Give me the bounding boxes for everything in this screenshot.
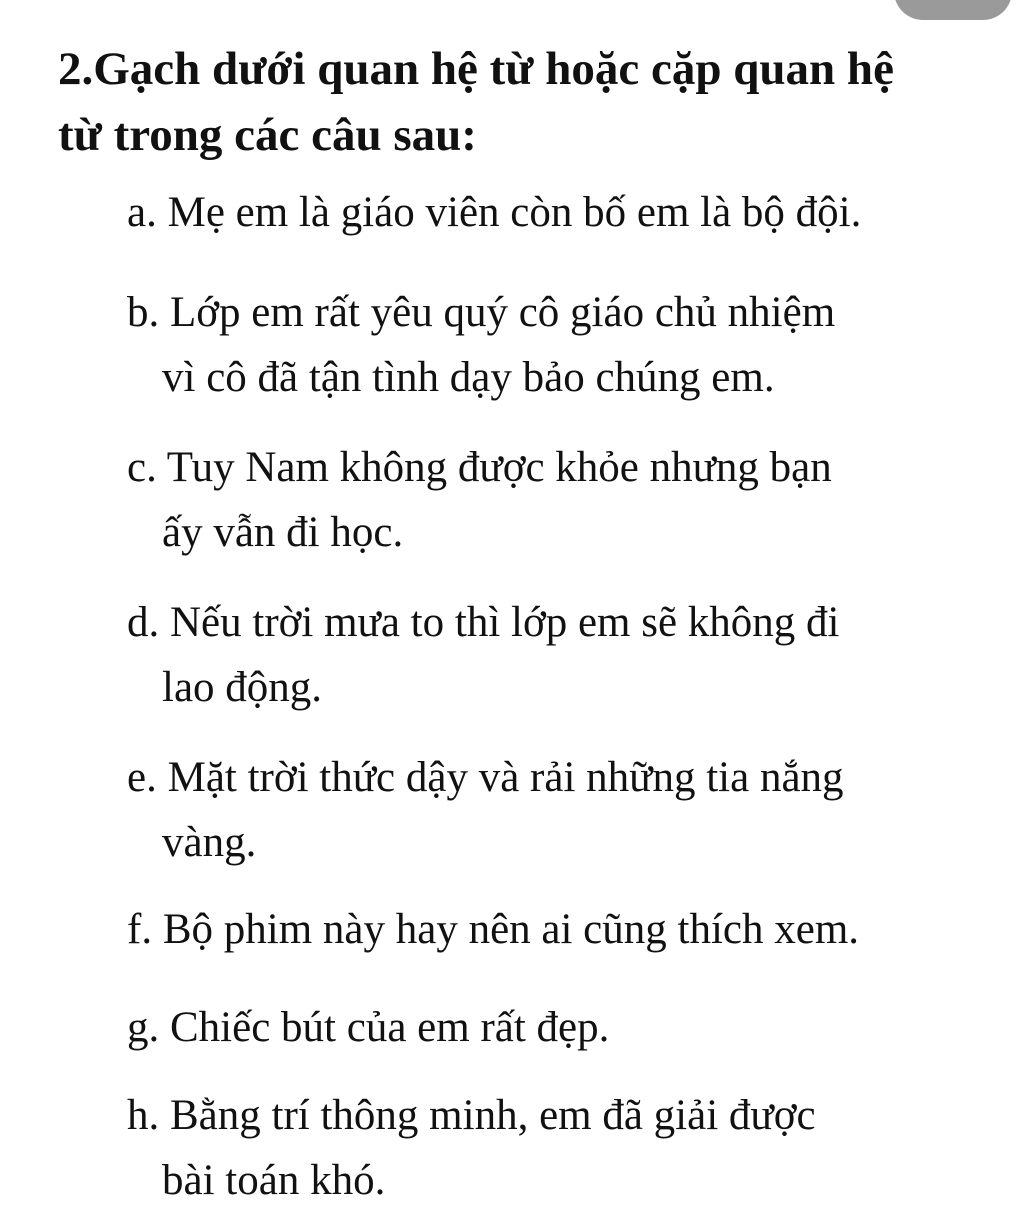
sentence-g	[127, 995, 987, 1060]
sentence-d-line-1: d. Nếu trời mưa to thì lớp em sẽ không đi	[127, 599, 840, 646]
sentence-h	[127, 1083, 987, 1213]
sentence-b-line-2: vì cô đã tận tình dạy bảo chúng em.	[162, 354, 775, 401]
title-line-2: từ trong các câu sau:	[58, 109, 477, 161]
sentence-a-text: a. Mẹ em là giáo viên còn bố em là bộ đội.	[127, 189, 862, 236]
sentence-e	[127, 745, 987, 875]
sentence-b	[127, 280, 987, 410]
sentence-e-line-2: vàng.	[162, 819, 257, 866]
sentence-d-line-2: lao động.	[162, 664, 323, 711]
sentence-b-line-1: b. Lớp em rất yêu quý cô giáo chủ nhiệm	[127, 289, 836, 336]
sentence-g-text: g. Chiếc bút của em rất đẹp.	[127, 1004, 610, 1051]
corner-overlay-shape	[894, 0, 1012, 20]
sentence-f-text: f. Bộ phim này hay nên ai cũng thích xem.	[127, 906, 860, 953]
sentence-c-line-2: ấy vẫn đi học.	[162, 509, 404, 556]
sentence-e-line-1: e. Mặt trời thức dậy và rải những tia nắng	[127, 754, 844, 801]
sentence-c	[127, 435, 987, 565]
title-line-1: 2.Gạch dưới quan hệ từ hoặc cặp quan hệ	[58, 43, 894, 95]
exercise-title	[58, 36, 978, 168]
sentence-h-line-2: bài toán khó.	[162, 1157, 386, 1204]
sentence-f	[127, 897, 987, 962]
sentence-a	[127, 180, 987, 245]
sentence-d	[127, 590, 987, 720]
sentence-h-line-1: h. Bằng trí thông minh, em đã giải được	[127, 1092, 816, 1139]
sentence-c-line-1: c. Tuy Nam không được khỏe nhưng bạn	[127, 444, 832, 491]
